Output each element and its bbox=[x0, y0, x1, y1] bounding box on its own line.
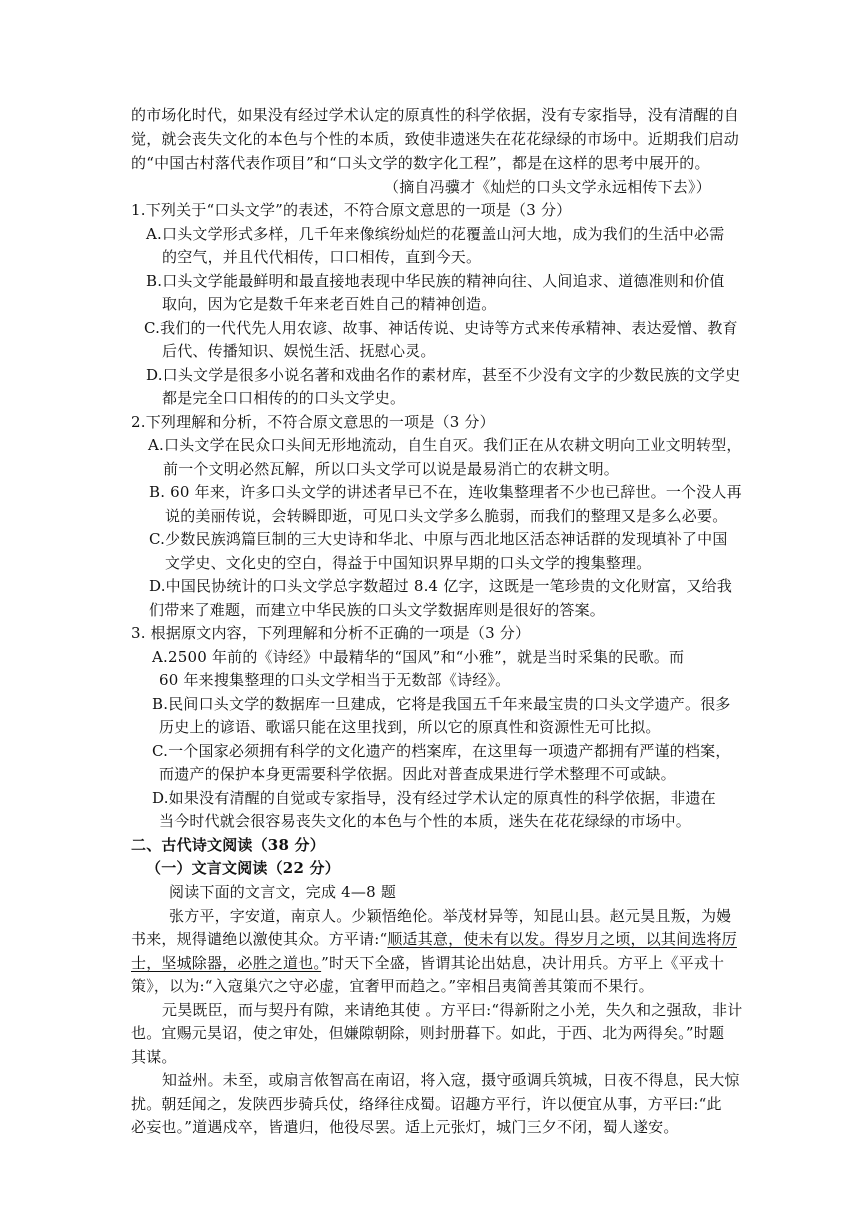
classical-p1-line-3-text: ”时天下全盛，皆谓其论出姑息，决计用兵。方平上《平戎十 bbox=[321, 954, 725, 972]
q1-option-b-line-1: B.口头文学能最鲜明和最直接地表现中华民族的精神向往、人间追求、道德准则和价值 bbox=[146, 272, 725, 290]
q1-option-d-line-1: D.口头文学是很多小说名著和戏曲名作的素材库，甚至不少没有文字的少数民族的文学史 bbox=[146, 366, 741, 384]
subsection-title: （一）文言文阅读（22 分） bbox=[146, 859, 340, 877]
q1-option-c-line-2: 后代、传播知识、娱悦生活、抚慰心灵。 bbox=[162, 342, 436, 360]
classical-p2-line-3: 其谋。 bbox=[131, 1048, 177, 1066]
q2-option-d-line-2: 们带来了难题，而建立中华民族的口头文学数据库则是很好的答案。 bbox=[149, 601, 606, 619]
classical-p1-line-4: 策》，以为:“入寇巢穴之守必虚，宜奢甲而趋之。”宰相吕夷简善其策而不果行。 bbox=[131, 977, 654, 995]
q2-option-c-line-1: C.少数民族鸿篇巨制的三大史诗和华北、中原与西北地区活态神话群的发现填补了中国 bbox=[149, 530, 728, 548]
q1-option-b-line-2: 取向，因为它是数千年来老百姓自己的精神创造。 bbox=[162, 295, 497, 313]
classical-p1-line-1: 张方平，字安道，南京人。少颖悟绝伦。举茂材异等，知昆山县。赵元昊且叛，为嫚 bbox=[169, 907, 732, 925]
passage-tail-line-1: 的市场化时代，如果没有经过学术认定的原真性的科学依据，没有专家指导，没有清醒的自 bbox=[131, 106, 740, 124]
underlined-sentence-part-1: 顺适其意，使未有以发。得岁月之顷，以其间选将厉 bbox=[387, 930, 737, 948]
passage-source: （摘自冯骥才《灿烂的口头文学永远相传下去》） bbox=[384, 178, 711, 196]
q3-option-d-line-2: 当今时代就会很容易丧失文化的本色与个性的本质，迷失在花花绿绿的市场中。 bbox=[159, 812, 692, 830]
q2-option-b-line-2: 说的美丽传说，会转瞬即逝，可见口头文学多么脆弱，而我们的整理又是多么必要。 bbox=[165, 507, 728, 525]
q2-option-d-line-1: D.中国民协统计的口头文学总字数超过 8.4 亿字，这既是一笔珍贵的文化财富，又给我 bbox=[149, 577, 733, 595]
q3-stem: 3. 根据原文内容，下列理解和分析不正确的一项是（3 分） bbox=[131, 624, 531, 642]
q2-option-c-line-2: 文学史、文化史的空白，得益于中国知识界早期的口头文学的搜集整理。 bbox=[165, 554, 652, 572]
q1-option-a-line-1: A.口头文学形式多样，几千年来像缤纷灿烂的花覆盖山河大地，成为我们的生活中必需 bbox=[146, 225, 725, 243]
classical-p2-line-2: 也。宜赐元昊诏，使之审处，但嫌隙朝除，则封册暮下。如此，于西、北为两得矣。”时题 bbox=[131, 1024, 725, 1042]
classical-p2-line-1: 元昊既臣，而与契丹有隙，来请绝其使 。方平曰:“得新附之小羌，失久和之强敌，非计 bbox=[162, 1001, 743, 1019]
classical-p3-line-3: 必妄也。”道遇戍卒，皆遣归，他役尽罢。适上元张灯，城门三夕不闭，蜀人遂安。 bbox=[131, 1118, 679, 1136]
q3-option-a-line-2: 60 年来搜集整理的口头文学相当于无数部《诗经》。 bbox=[159, 671, 511, 689]
q2-stem: 2.下列理解和分析，不符合原文意思的一项是（3 分） bbox=[131, 413, 495, 431]
q2-option-a-line-2: 前一个文明必然瓦解，所以口头文学可以说是最易消亡的农耕文明。 bbox=[163, 460, 620, 478]
underlined-sentence-part-2: 士，坚城除器，必胜之道也。 bbox=[131, 954, 322, 972]
q3-option-a-line-1: A.2500 年前的《诗经》中最精华的“国风”和“小雅”，就是当时采集的民歌。而 bbox=[152, 648, 685, 666]
classical-p3-line-2: 扰。朝廷闻之，发陕西步骑兵仗，络绎往戍蜀。诏趣方平行，许以便宜从事，方平曰:“此 bbox=[131, 1095, 722, 1113]
q1-option-a-line-2: 的空气，并且代代相传，口口相传，直到今天。 bbox=[162, 248, 482, 266]
q3-option-d-line-1: D.如果没有清醒的自觉或专家指导，没有经过学术认定的原真性的科学依据，非遗在 bbox=[152, 789, 716, 807]
q2-option-a-line-1: A.口头文学在民众口头间无形地流动，自生自灭。我们正在从农耕文明向工业文明转型， bbox=[148, 436, 742, 454]
section-title: 二、古代诗文阅读（38 分） bbox=[131, 836, 325, 854]
q3-option-b-line-2: 历史上的谚语、歌谣只能在这里找到，所以它的原真性和资源性无可比拟。 bbox=[159, 718, 661, 736]
classical-p3-line-1: 知益州。未至，或扇言侬智高在南诏，将入寇，摄守亟调兵筑城，日夜不得息，民大惊 bbox=[162, 1071, 740, 1089]
classical-p1-line-2 bbox=[131, 929, 737, 949]
passage-tail-line-2: 觉，就会丧失文化的本色与个性的本质，致使非遗迷失在花花绿绿的市场中。近期我们启动 bbox=[131, 130, 740, 148]
q1-option-d-line-2: 都是完全口口相传的的口头文学史。 bbox=[162, 389, 406, 407]
reading-instruction: 阅读下面的文言文，完成 4—8 题 bbox=[169, 883, 397, 901]
classical-p1-line-2-text: 书来，规得谴绝以激使其众。方平请:“ bbox=[131, 930, 388, 948]
q3-option-c-line-1: C.一个国家必须拥有科学的文化遗产的档案库，在这里每一项遗产都拥有严谨的档案， bbox=[152, 742, 731, 760]
q3-option-b-line-1: B.民间口头文学的数据库一旦建成，它将是我国五千年来最宝贵的口头文学遗产。很多 bbox=[152, 695, 731, 713]
q1-stem: 1.下列关于“口头文学”的表述，不符合原文意思的一项是（3 分） bbox=[131, 201, 572, 219]
q1-option-c-line-1: C.我们的一代代先人用农谚、故事、神话传说、史诗等方式来传承精神、表达爱憎、教育 bbox=[144, 319, 738, 337]
passage-tail-line-3: 的“中国古村落代表作项目”和“口头文学的数字化工程”，都是在这样的思考中展开的。 bbox=[131, 154, 710, 172]
q3-option-c-line-2: 而遗产的保护本身更需要科学依据。因此对普查成果进行学术整理不可或缺。 bbox=[159, 765, 676, 783]
classical-p1-line-3 bbox=[131, 953, 724, 973]
q2-option-b-line-1: B. 60 年来，许多口头文学的讲述者早已不在，连收集整理者不少也已辞世。一个没人再 bbox=[149, 483, 742, 501]
